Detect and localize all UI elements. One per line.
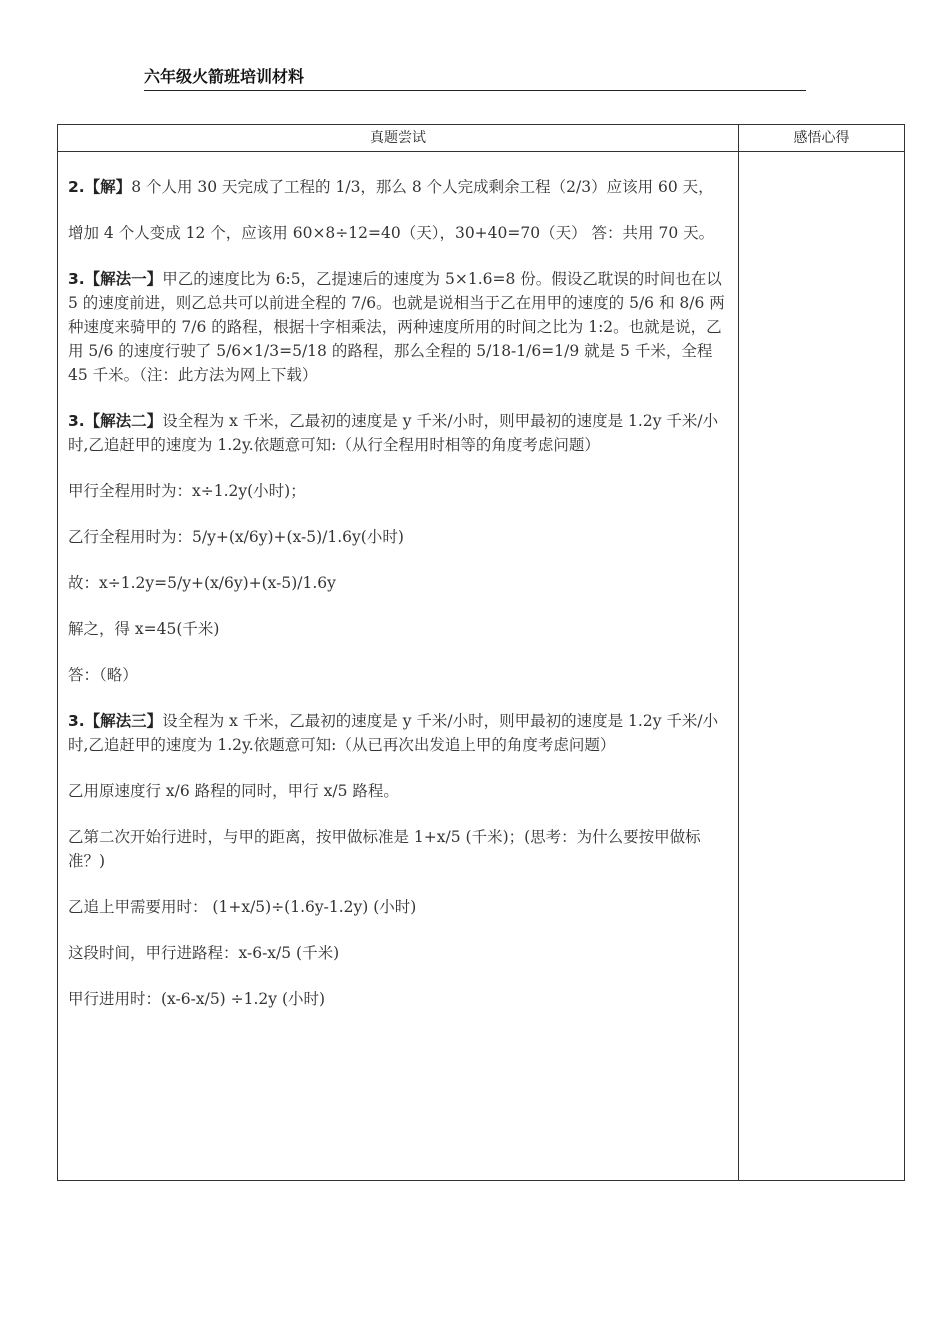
solution-paragraph [68,941,730,965]
solution-paragraph [68,663,730,687]
paragraph-lead-label: 2.【解】 [68,178,132,196]
paragraph-text: 这段时间，甲行进路程：x-6-x/5 (千米) [68,944,340,962]
solution-paragraph [68,221,730,245]
paragraph-text: 甲乙的速度比为 6:5，乙提速后的速度为 5×1.6=8 份。假设乙耽误的时间也在以 5 的速度前进，则乙总共可以前进全程的 7/6。也就是说相当于乙在用甲的速度的 5/6 和 8/6 两种速度来骑甲的 7/6 的路程，根据十字相乘法，两种速度所用的时间之比为 1:2。也就是说，乙用 5/6 的速度行驶了 5/6×1/3=5/18 的路程，那么全程的 5/18-1/6=1/9 就是 5 千米，全程 45 千米。（注：此方法为网上下载） [68,270,727,384]
paragraph-text: 乙追上甲需要用时： (1+x/5)÷(1.6y-1.2y) (小时) [68,898,417,916]
paragraph-lead-label: 3.【解法二】 [68,412,163,430]
solution-paragraph [68,895,730,919]
solution-paragraph [68,479,730,503]
paragraph-lead-label: 3.【解法三】 [68,712,163,730]
paragraph-text: 8 个人用 30 天完成了工程的 1/3，那么 8 个人完成剩余工程（2/3）应该用 60 天， [131,178,714,196]
paragraph-text: 乙第二次开始行进时，与甲的距离，按甲做标准是 1+x/5 (千米)；(思考：为什么要按甲做标准？) [68,828,701,870]
solution-paragraph [68,709,730,757]
paragraph-text: 设全程为 x 千米，乙最初的速度是 y 千米/小时，则甲最初的速度是 1.2y 千米/小时,乙追赶甲的速度为 1.2y.依题意可知:（从行全程用时相等的角度考虑问题） [68,412,719,454]
paragraph-text: 增加 4 个人变成 12 个，应该用 60×8÷12=40（天），30+40=70（天） 答：共用 70 天。 [68,224,715,242]
solution-paragraph [68,779,730,803]
column-divider [738,125,739,1180]
solution-paragraph [68,987,730,1011]
content-table [57,124,905,1181]
document-header [144,66,806,91]
solution-content [68,175,730,1011]
paragraph-text: 故：x÷1.2y=5/y+(x/6y)+(x-5)/1.6y [68,574,336,592]
document-title: 六年级火箭班培训材料 [144,67,305,86]
paragraph-text: 乙行全程用时为：5/y+(x/6y)+(x-5)/1.6y(小时) [68,528,404,546]
paragraph-text: 设全程为 x 千米，乙最初的速度是 y 千米/小时，则甲最初的速度是 1.2y 千米/小时,乙追赶甲的速度为 1.2y.依题意可知:（从已再次出发追上甲的角度考虑问题） [68,712,719,754]
paragraph-lead-label: 3.【解法一】 [68,270,163,288]
solution-paragraph [68,617,730,641]
paragraph-text: 甲行进用时：(x-6-x/5) ÷1.2y (小时) [68,990,326,1008]
paragraph-text: 乙用原速度行 x/6 路程的同时，甲行 x/5 路程。 [68,782,399,800]
paragraph-text: 答：（略） [68,666,138,684]
solution-paragraph [68,267,730,387]
solution-paragraph [68,175,730,199]
table-header-row [58,125,904,152]
solution-paragraph [68,571,730,595]
solution-paragraph [68,409,730,457]
solution-paragraph [68,825,730,873]
solution-paragraph [68,525,730,549]
paragraph-text: 甲行全程用时为：x÷1.2y(小时)； [68,482,306,500]
paragraph-text: 解之，得 x=45(千米) [68,620,220,638]
header-zhenti-changshi: 真题尝试 [370,130,426,146]
header-ganwu-xinde: 感悟心得 [793,130,850,146]
